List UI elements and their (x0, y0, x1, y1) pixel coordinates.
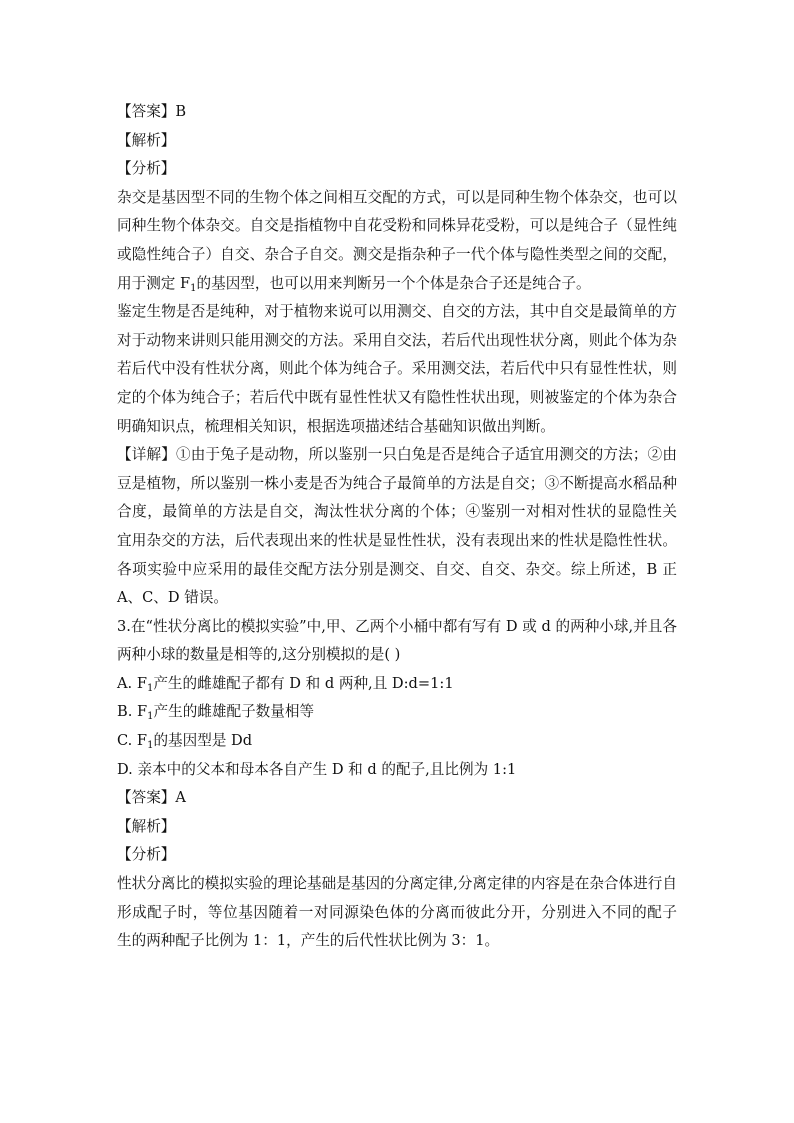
fenxi-heading: 【分析】 (117, 846, 176, 864)
detail-line: A、C、D 错误。 (117, 589, 229, 607)
answer-line (117, 784, 677, 813)
detail-line: 【详解】①由于兔子是动物，所以鉴别一只白兔是否是纯合子适宜用测交的方法；②由 (117, 446, 677, 464)
analysis-line: 明确知识点，梳理相关知识，根据选项描述结合基础知识做出判断。 (117, 417, 555, 435)
answer-value: A (175, 789, 186, 807)
option-d: D. 亲本中的父本和母本各自产生 D 和 d 的配子,且比例为 1:1 (117, 760, 517, 778)
analysis-line: 或隐性纯合子）自交、杂合子自交。测交是指杂种子一代个体与隐性类型之间的交配， (117, 245, 677, 263)
detail-line: 各项实验中应采用的最佳交配方法分别是测交、自交、自交、杂交。综上所述，B 正 (117, 560, 677, 578)
detail-line: 合度，最简单的方法是自交，淘汰性状分离的个体；④鉴别一对相对性状的显隐性关 (117, 503, 677, 521)
document-page (117, 98, 677, 956)
detail-line: 豆是植物，所以鉴别一株小麦是否为纯合子最简单的方法是自交；③不断提高水稻品种 (117, 474, 677, 492)
answer-label: 【答案】 (117, 103, 176, 120)
option-a: A. $F_1$产生的雌雄配子都有 D 和 d 两种,且 D:d=1:1 (117, 674, 454, 694)
detail-line: 宜用杂交的方法，后代表现出来的性状是显性性状，没有表现出来的性状是隐性性状。 (117, 531, 677, 549)
analysis-line: 同种生物个体杂交。自交是指植物中自花受粉和同株异花受粉，可以是纯合子（显性纯 (117, 217, 677, 235)
analysis-line: 若后代中没有性状分离，则此个体为纯合子。采用测交法，若后代中只有显性性状，则 (117, 360, 677, 378)
analysis-line: 鉴定生物是否是纯种，对于植物来说可以用测交、自交的方法，其中自交是最简单的方 (117, 303, 677, 321)
question-stem: 3.在“性状分离比的模拟实验”中,甲、乙两个小桶中都有写有 D 或 d 的两种小球,并且各 (117, 617, 677, 635)
jiexi-heading: 【解析】 (117, 131, 176, 149)
jiexi-heading: 【解析】 (117, 817, 176, 835)
detail-label: 【详解】 (117, 446, 176, 464)
option-c: C. $F_1$的基因型是 Dd (117, 732, 253, 752)
option-b: B. $F_1$产生的雌雄配子数量相等 (117, 703, 315, 723)
answer-value: B (175, 103, 187, 120)
question-stem: 两种小球的数量是相等的,这分别模拟的是( ) (117, 646, 401, 664)
analysis-line: 用于测定 $F_1$的基因型，也可以用来判断另一个个体是杂合子还是纯合子。 (117, 274, 591, 294)
analysis-line: 性状分离比的模拟实验的理论基础是基因的分离定律,分离定律的内容是在杂合体进行自 (117, 875, 677, 893)
analysis-line: 杂交是基因型不同的生物个体之间相互交配的方式，可以是同种生物个体杂交，也可以 (117, 188, 677, 206)
fenxi-heading: 【分析】 (117, 160, 176, 178)
analysis-line: 对于动物来讲则只能用测交的方法。采用自交法，若后代出现性状分离，则此个体为杂 (117, 331, 677, 349)
answer-label: 【答案】 (117, 789, 176, 807)
analysis-line: 定的个体为纯合子；若后代中既有显性性状又有隐性性状出现，则被鉴定的个体为杂合 (117, 388, 677, 406)
analysis-line: 形成配子时，等位基因随着一对同源染色体的分离而彼此分开，分别进入不同的配子 (117, 903, 677, 921)
answer-line (117, 98, 677, 127)
analysis-line: 生的两种配子比例为 1：1，产生的后代性状比例为 3：1。 (117, 932, 500, 950)
